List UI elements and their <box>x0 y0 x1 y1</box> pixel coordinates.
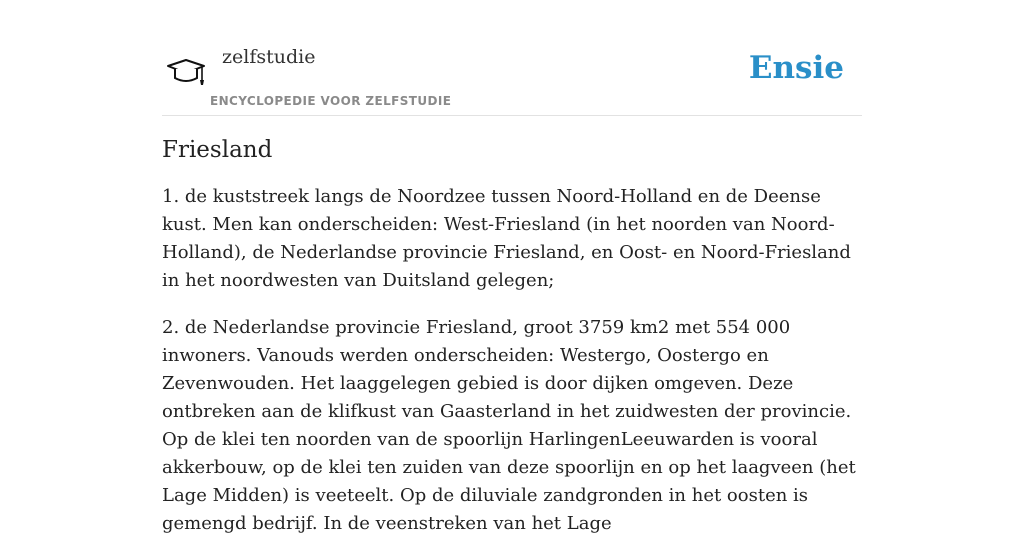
site-header <box>162 40 862 116</box>
page-title: Friesland <box>162 137 273 163</box>
brand-logo-link[interactable]: Ensie <box>748 50 844 86</box>
article <box>162 137 862 557</box>
site-name[interactable]: zelfstudie <box>222 46 316 68</box>
site-tagline: ENCYCLOPEDIE VOOR ZELFSTUDIE <box>210 94 452 108</box>
graduation-cap-icon[interactable] <box>164 54 208 94</box>
article-paragraph-1: 1. de kuststreek langs de Noordzee tussen Noord-Holland en de Deense kust. Men kan onderscheiden: West-Friesland (in het noorden van Noord-Holland), de Nederlandse provincie Friesland, en Oost- en Noord-Friesland in het noordwesten van Duitsland gelegen; <box>162 186 851 291</box>
article-paragraph-2: 2. de Nederlandse provincie Friesland, groot 3759 km2 met 554 000 inwoners. Vanouds werden onderscheiden: Westergo, Oostergo en Zevenwouden. Het laaggelegen gebied is door dijken omgeven. Deze ontbreken aan de klifkust van Gaasterland in het zuidwesten der provincie. Op de klei ten noorden van de spoorlijn HarlingenLeeuwarden is vooral akkerbouw, op de klei ten zuiden van deze spoorlijn en op het laagveen (het Lage Midden) is veeteelt. Op de diluviale zandgronden in het oosten is gemengd bedrijf. In de veenstreken van het Lage <box>162 317 856 534</box>
